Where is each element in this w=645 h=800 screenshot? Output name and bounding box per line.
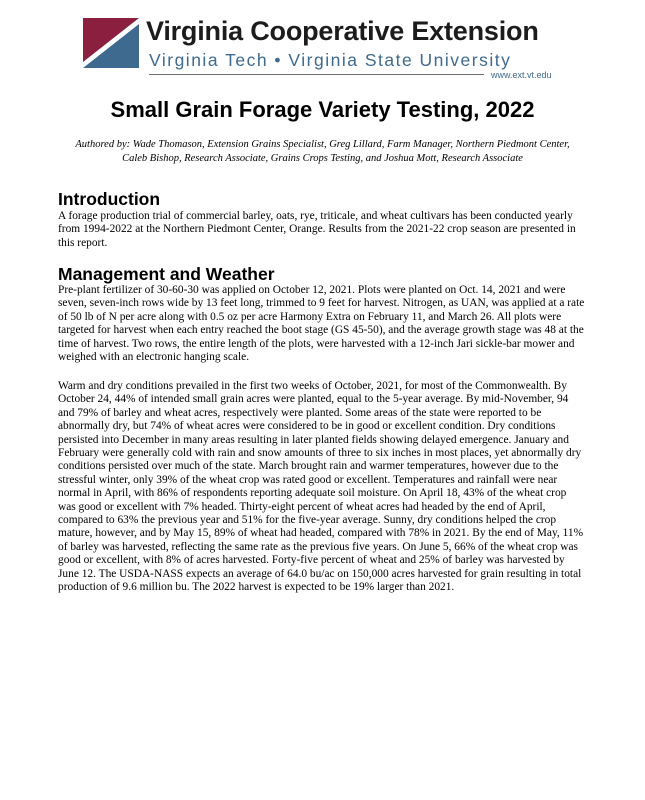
page-title: Small Grain Forage Variety Testing, 2022 [110,97,535,122]
management-heading: Management and Weather [58,264,275,284]
brand-url[interactable]: www.ext.vt.edu [491,70,552,80]
brand-subtitle: Virginia Tech • Virginia State University [149,50,512,70]
management-paragraph-1: Pre-plant fertilizer of 30-60-30 was applied on October 12, 2021. Plots were planted on Oct. 14, 2021 and were seven, seven-inch rows wide by 13 feet long, trimmed to 9 feet for harvest. Nitrogen, as UAN, was applied at a rate of 50 lb of N per acre along with 0.5 oz per acre Harmony Extra on February 11, and March 26. All plots were targeted for harvest when each entry reached the boot stage (GS 45-50), and the average growth stage was 48 at the time of harvest. Two rows, the entire length of the plots, were harvested with a 12-inch Jari sickle-bar mower and weighed with an electronic hanging scale. [58,284,585,364]
brand-divider [149,74,484,75]
authors-line: Authored by: Wade Thomason, Extension Grains Specialist, Greg Lillard, Farm Manager, Northern Piedmont Center, Caleb Bishop, Research Associate, Grains Crops Testing, and Joshua Mott, Research Associate [75,139,570,164]
vce-logo-icon [83,18,139,68]
brand-title: Virginia Cooperative Extension [146,16,539,46]
introduction-paragraph: A forage production trial of commercial barley, oats, rye, triticale, and wheat cultivars has been conducted yearly from 1994-2022 at the Northern Piedmont Center, Orange. Results from the 2021-22 crop season are presented in this report. [58,210,576,249]
introduction-heading: Introduction [58,189,161,209]
management-paragraph-2: Warm and dry conditions prevailed in the first two weeks of October, 2021, for most of the Commonwealth. By October 24, 44% of intended small grain acres were planted, equal to the 5-year average. By mid-November, 94 and 79% of barley and wheat acres, respectively were planted. Some areas of the state were reported to be abnormally dry, but 74% of wheat acres were considered to be in good or excellent condition. Dry conditions persisted into December in many areas resulting in later planted fields showing delayed emergence. January and February were generally cold with rain and snow amounts of three to six inches in most places, yet abnormally dry conditions persisted over much of the state. March brought rain and warmer temperatures, however due to the stressful winter, only 39% of the wheat crop was rated good or excellent. Temperatures and rainfall were near normal in April, with 86% of respondents reporting adequate soil moisture. On April 18, 43% of the wheat crop was good or excellent with 7% headed. Thirty-eight percent of wheat acres had headed by the end of April, compared to 63% the previous year and 51% for the five-year average. Sunny, dry conditions helped the crop mature, however, and by May 15, 89% of wheat had headed, compared with 78% in 2021. By the end of May, 11% of barley was harvested, reflecting the same rate as the previous five years. On June 5, 66% of the wheat crop was good or excellent, with 8% of acres harvested. Forty-five percent of wheat and 25% of barley was harvested by June 12. The USDA-NASS expects an average of 64.0 bu/ac on 150,000 acres harvested for grain resulting in total production of 9.6 million bu. The 2022 harvest is expected to be 19% larger than 2021. [58,380,584,594]
header [83,18,563,80]
